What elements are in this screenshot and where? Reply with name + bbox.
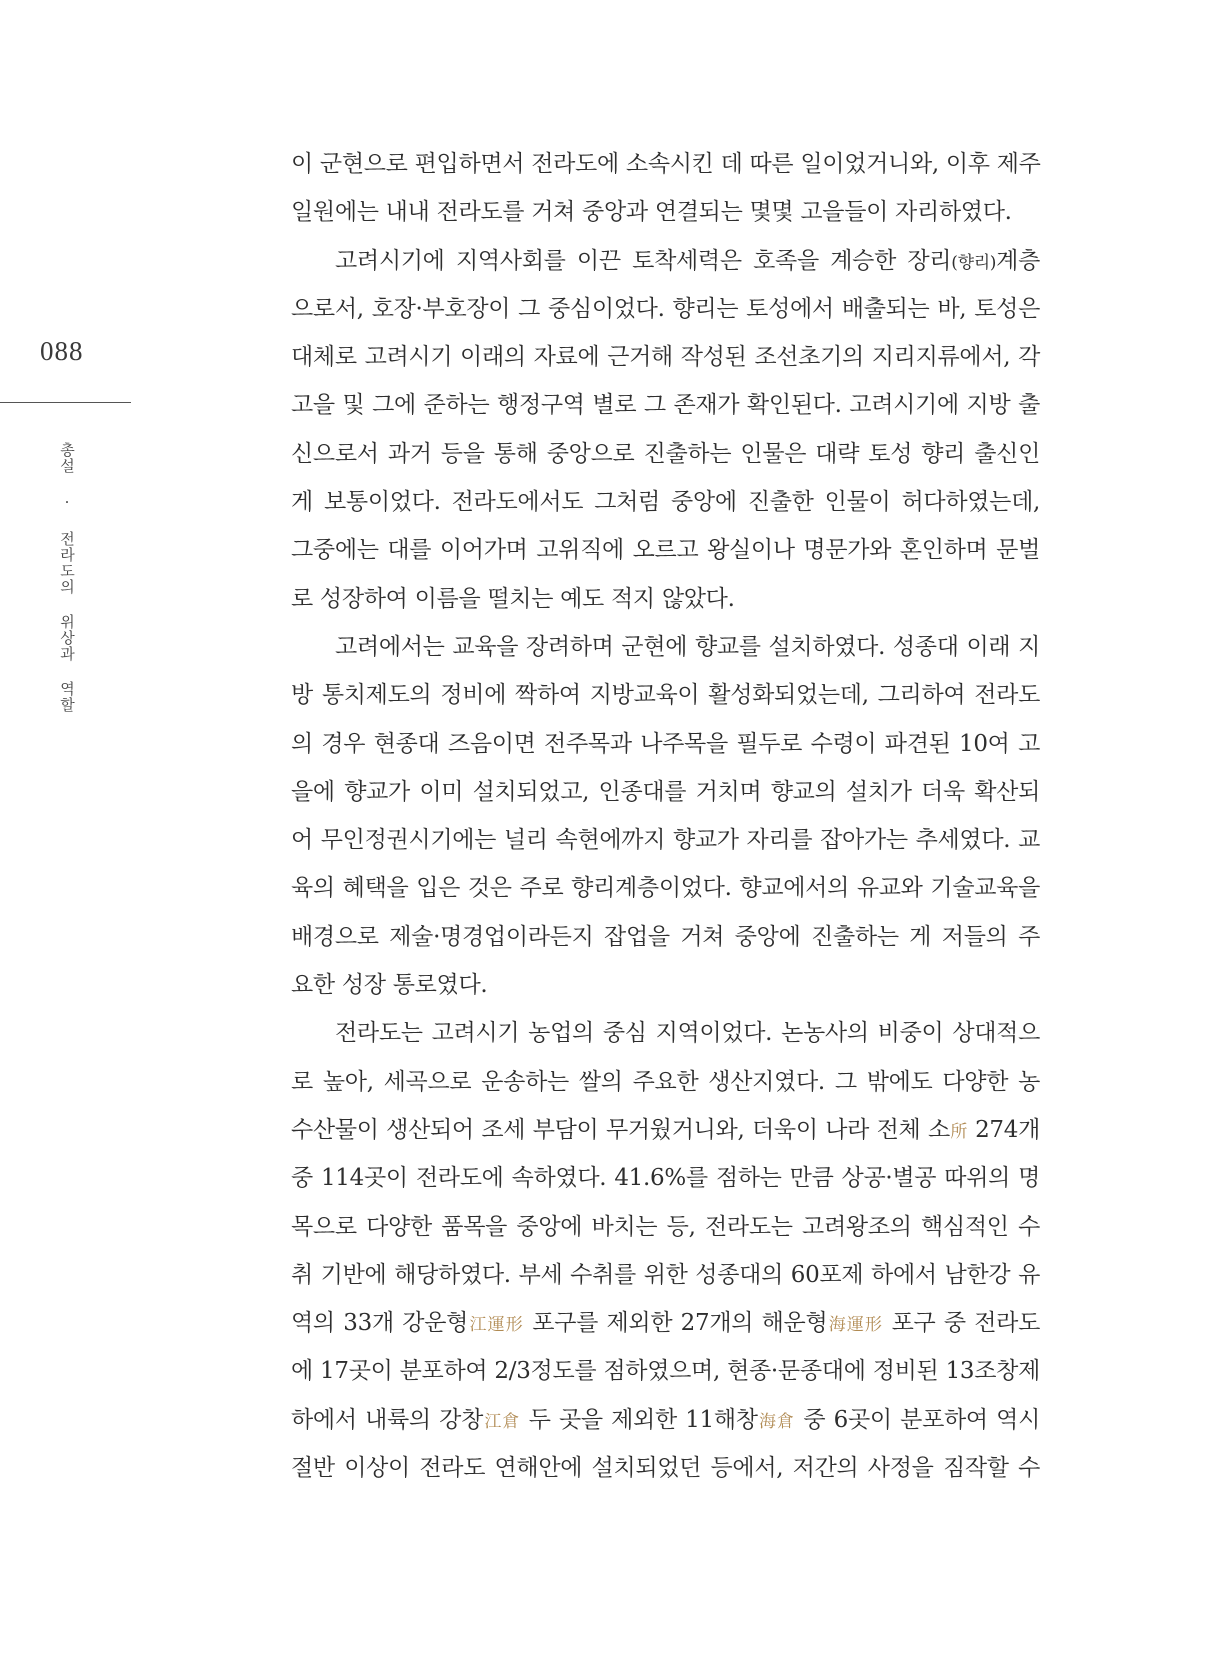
text-segment: 의 경우 현종대 즈음이면 전주목과 나주목을 필두로 수령이 파견된 10여 고 [291, 730, 1040, 757]
hanja-gloss: 江運形 [468, 1315, 524, 1336]
text-segment: 게 보통이었다. 전라도에서도 그처럼 중앙에 진출한 인물이 허다하였는데, [291, 489, 1040, 516]
text-line [291, 1009, 1040, 1057]
text-segment: 고려에서는 교육을 장려하며 군현에 향교를 설치하였다. 성종대 이래 지 [335, 633, 1040, 660]
text-line [291, 768, 1040, 816]
text-line [291, 623, 1040, 671]
text-segment: 그중에는 대를 이어가며 고위직에 오르고 왕실이나 명문가와 혼인하며 문벌 [291, 537, 1040, 564]
text-line [291, 1203, 1040, 1251]
text-line [291, 720, 1040, 768]
text-segment: 배경으로 제술·명경업이라든지 잡업을 거쳐 중앙에 진출하는 게 저들의 주 [291, 923, 1040, 950]
text-segment: 전라도는 고려시기 농업의 중심 지역이었다. 논농사의 비중이 상대적으 [335, 1020, 1040, 1047]
text-segment: 대체로 고려시기 이래의 자료에 근거해 작성된 조선초기의 지리지류에서, 각 [291, 344, 1040, 371]
text-line [291, 478, 1040, 526]
text-segment: 고려시기에 지역사회를 이끈 토착세력은 호족을 계승한 장리 [335, 247, 952, 274]
text-line [291, 864, 1040, 912]
text-segment: 로 높아, 세곡으로 운송하는 쌀의 주요한 생산지였다. 그 밖에도 다양한 농 [291, 1068, 1040, 1095]
text-line [291, 526, 1040, 574]
hanja-gloss: 海運形 [827, 1315, 884, 1336]
text-line [291, 1154, 1040, 1202]
text-segment: 목으로 다양한 품목을 중앙에 바치는 등, 전라도는 고려왕조의 핵심적인 수 [291, 1213, 1040, 1240]
text-line [291, 285, 1040, 333]
text-segment: 방 통치제도의 정비에 짝하여 지방교육이 활성화되었는데, 그리하여 전라도 [291, 682, 1040, 709]
text-line [291, 961, 1040, 1009]
text-segment: 고을 및 그에 준하는 행정구역 별로 그 존재가 확인된다. 고려시기에 지방 출 [291, 392, 1040, 419]
page-number: 088 [40, 336, 84, 366]
text-segment: 계층 [996, 247, 1040, 274]
text-segment: 역의 33개 강운형 [291, 1310, 469, 1337]
text-line [291, 140, 1040, 188]
text-segment: 하에서 내륙의 강창 [291, 1406, 484, 1433]
text-segment: 중 114곳이 전라도에 속하였다. 41.6%를 점하는 만큼 상공·별공 따위의 명 [291, 1165, 1040, 1192]
text-line [291, 333, 1040, 381]
text-segment: 포구 중 전라도 [883, 1310, 1041, 1337]
text-segment: 절반 이상이 전라도 연해안에 설치되었던 등에서, 저간의 사정을 짐작할 수 [291, 1455, 1040, 1482]
text-line [291, 1347, 1040, 1395]
text-line [291, 1396, 1040, 1444]
text-segment: 육의 혜택을 입은 것은 주로 향리계층이었다. 향교에서의 유교와 기술교육을 [291, 875, 1040, 902]
text-segment: 포구를 제외한 27개의 해운형 [523, 1310, 828, 1337]
text-line [291, 188, 1040, 236]
text-segment: 요한 성장 통로였다. [291, 972, 488, 999]
text-line [291, 1299, 1040, 1347]
text-segment: 로 성장하여 이름을 떨치는 예도 적지 않았다. [291, 585, 735, 612]
text-segment: 두 곳을 제외한 11해창 [520, 1406, 758, 1433]
hanja-gloss: 海倉 [757, 1411, 796, 1432]
margin-divider [0, 402, 131, 403]
text-segment: 을에 향교가 이미 설치되었고, 인종대를 거치며 향교의 설치가 더욱 확산되 [291, 778, 1040, 805]
text-line [291, 237, 1040, 285]
text-segment: 수산물이 생산되어 조세 부담이 무거웠거니와, 더욱이 나라 전체 소 [291, 1116, 950, 1143]
hanja-gloss: 江倉 [483, 1411, 521, 1432]
text-line [291, 1106, 1040, 1154]
text-segment: 취 기반에 해당하였다. 부세 수취를 위한 성종대의 60포제 하에서 남한강 유 [291, 1261, 1040, 1288]
text-segment: 어 무인정권시기에는 널리 속현에까지 향교가 자리를 잡아가는 추세였다. 교 [291, 827, 1040, 854]
text-line [291, 430, 1040, 478]
text-segment: 중 6곳이 분포하여 역시 [795, 1406, 1040, 1433]
text-line [291, 1444, 1040, 1492]
text-segment: 신으로서 과거 등을 통해 중앙으로 진출하는 인물은 대략 토성 향리 출신인 [291, 440, 1040, 467]
text-segment: 으로서, 호장·부호장이 그 중심이었다. 향리는 토성에서 배출되는 바, 토성은 [291, 295, 1040, 322]
text-line [291, 816, 1040, 864]
text-segment: (향리) [951, 252, 997, 273]
text-segment: 에 17곳이 분포하여 2/3정도를 점하였으며, 현종·문종대에 정비된 13조창제 [291, 1358, 1040, 1385]
text-segment: 일원에는 내내 전라도를 거쳐 중앙과 연결되는 몇몇 고을들이 자리하였다. [291, 199, 1012, 226]
body-text [291, 140, 1040, 1492]
text-line [291, 671, 1040, 719]
text-line [291, 913, 1040, 961]
hanja-gloss: 所 [949, 1121, 968, 1142]
text-line [291, 1251, 1040, 1299]
text-line [291, 575, 1040, 623]
running-head: 총설 · 전라도의 위상과 역할 [58, 442, 76, 713]
text-segment: 이 군현으로 편입하면서 전라도에 소속시킨 데 따른 일이었거니와, 이후 제주 [291, 151, 1041, 177]
text-line [291, 1058, 1040, 1106]
text-segment: 274개 [967, 1116, 1041, 1143]
text-line [291, 381, 1040, 429]
